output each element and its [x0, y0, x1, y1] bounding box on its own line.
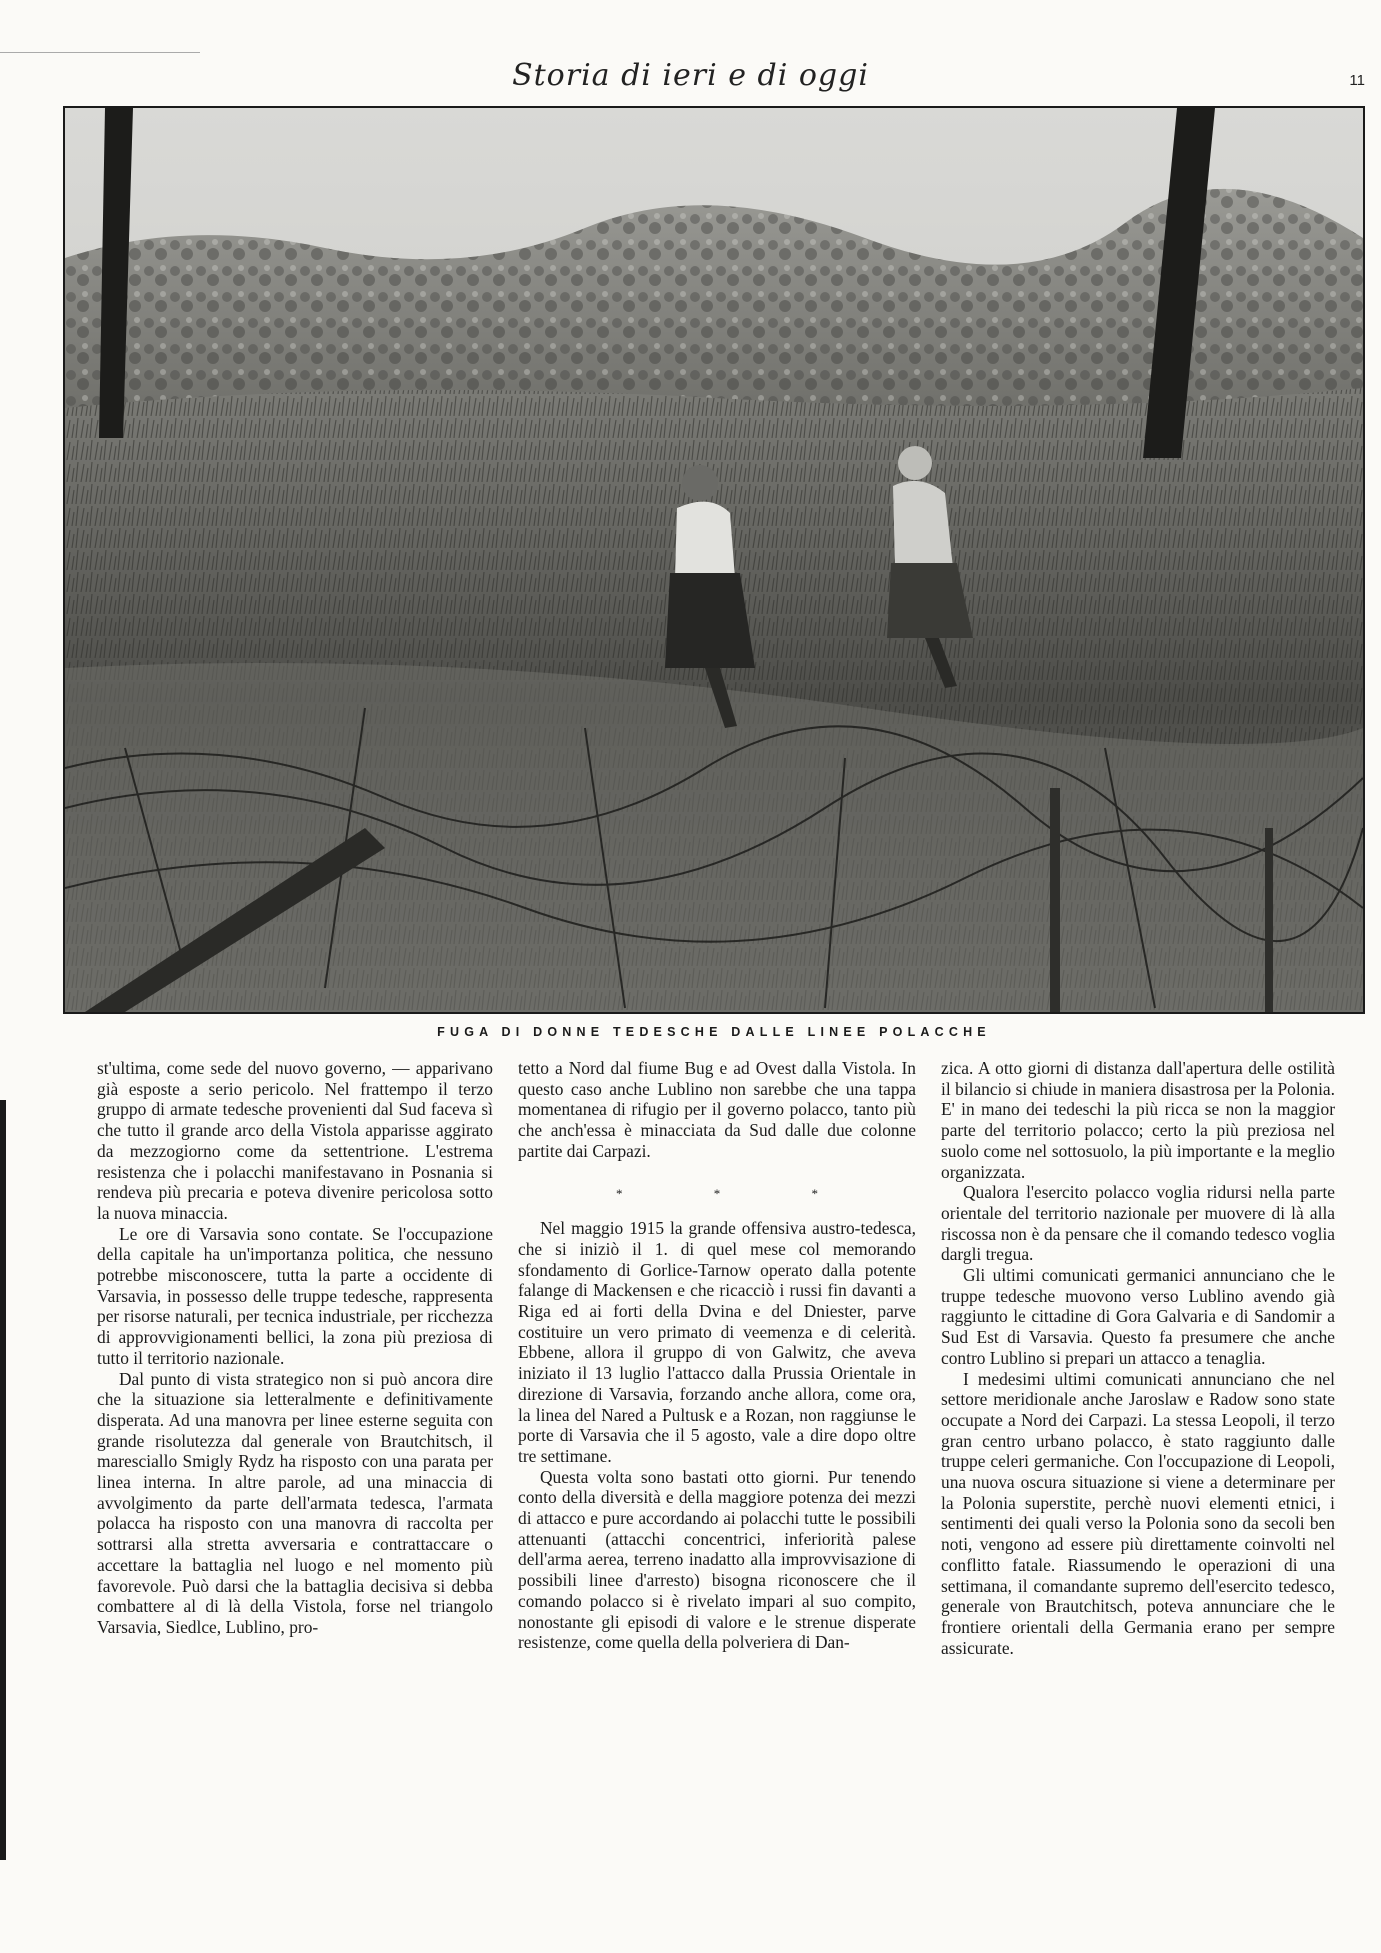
photograph [63, 106, 1365, 1014]
section-break-asterisks: * * * [616, 1185, 862, 1201]
paragraph: Questa volta sono bastati otto giorni. Pur tenendo conto della diversità e della maggiore potenza dei mezzi di attacco e pure accordando ai polacchi tutte le possibili attenuanti (attacchi concentrici, inferiorità palese dell'arma aerea, terreno inadatto alla improvvisazione di possibili linee d'arresto) bisogna riconoscere che il comando polacco si è rivelato impari al suo compito, nonostante gli episodi di valore e le strenue disperate resistenze, come quella della polveriera di Dan- [518, 1466, 916, 1653]
article-column-3 [941, 1058, 1335, 1658]
paragraph: zica. A otto giorni di distanza dall'apertura delle ostilità il bilancio si chiude in maniera disastrosa per la Polonia. E' in mano dei tedeschi la più ricca se non la maggior parte del territorio polacco; certo la più preziosa nel suolo come nel sottosuolo, la più importante e la meglio organizzata. [941, 1058, 1335, 1182]
article-column-2 [518, 1058, 916, 1653]
header-title: Storia di ieri e di oggi [512, 58, 869, 93]
paragraph: Nel maggio 1915 la grande offensiva austro-tedesca, che si iniziò il 1. di quel mese col memorando sfondamento di Gorlice-Tarnow operato dalla potente falange di Mackensen e che ricacciò i russi fin davanti a Riga ed ai forti della Dvina e del Dniester, parve costituire un vero primato di veemenza e di celerità. Ebbene, allora il gruppo di von Galwitz, che aveva iniziato il 13 luglio l'attacco dalla Prussia Orientale in direzione di Varsavia, forzando anche allora, come ora, la linea del Nared a Pultusk e a Rozan, non raggiunse le porte di Varsavia che il 5 agosto, vale a dire dopo oltre tre settimane. [518, 1218, 916, 1466]
paragraph: Le ore di Varsavia sono contate. Se l'occupazione della capitale ha un'importanza politica, che nessuno potrebbe misconoscere, tutta la parte a occidente di Varsavia, in possesso delle truppe tedesche, rappresenta per risorse naturali, per tecnica industriale, per ricchezza di approvvigionamenti bellici, la zona più preziosa di tutto il territorio nazionale. [97, 1223, 493, 1368]
photo-caption: FUGA DI DONNE TEDESCHE DALLE LINEE POLACCHE [437, 1025, 991, 1039]
paragraph: I medesimi ultimi comunicati annunciano che nel settore meridionale anche Jaroslaw e Radow sono state occupate a Nord dei Carpazi. La stessa Leopoli, il terzo gran centro urbano polacco, è stato raggiunto dalle truppe celeri germaniche. Con l'occupazione di Leopoli, una nuova oscura situazione si viene a determinare per la Polonia superstite, perchè nuovi elementi etnici, i sentimenti dei quali verso la Polonia sono da secoli ben noti, vengono ad essere più direttamente coinvolti nel conflitto fatale. Riassumendo le operazioni di una settimana, il comandante supremo dell'esercito tedesco, generale von Brautchitsch, poteva annunciare che le frontiere orientali della Germania erano per sempre assicurate. [941, 1368, 1335, 1658]
paragraph: Dal punto di vista strategico non si può ancora dire che la situazione sia letteralmente e definitivamente disperata. Ad una manovra per linee esterne seguita con grande risolutezza dal generale von Brautchitsch, il maresciallo Smigly Rydz ha risposto con una parata per linea interna. In altre parole, ad una minaccia di avvolgimento da parte dell'armata tedesca, l'armata polacca ha risposto con una manovra di raccolta per sottrarsi alla stretta avversaria e contrattaccare o accettare la battaglia nel luogo e nel momento più favorevole. Può darsi che la battaglia decisiva si debba combattere al di là della Vistola, forse nel triangolo Varsavia, Siedlce, Lublino, pro- [97, 1368, 493, 1637]
paragraph: Qualora l'esercito polacco voglia ridursi nella parte orientale del territorio nazionale per muovere di là alla riscossa non è da pensare che il comando tedesco voglia dargli tregua. [941, 1182, 1335, 1265]
article-column-1 [97, 1058, 493, 1638]
photo-illustration [65, 108, 1363, 1012]
top-edge-rule [0, 52, 200, 53]
page-header [0, 58, 1381, 98]
page-number: 11 [1349, 72, 1365, 89]
paragraph: Gli ultimi comunicati germanici annunciano che le truppe tedesche muovono verso Lublino avendo già raggiunto le cittadine di Gora Galvaria e di Sandomir a Sud Est di Varsavia. Questo fa presumere che anche contro Lublino si prepari un attacco a tenaglia. [941, 1265, 1335, 1368]
binding-edge-mark [0, 1100, 6, 1860]
paragraph: tetto a Nord dal fiume Bug e ad Ovest dalla Vistola. In questo caso anche Lublino non sarebbe che una tappa momentanea di rifugio per il governo polacco, tanto più che anch'essa è minacciata da Sud dalle due colonne partite dai Carpazi. [518, 1058, 916, 1161]
paragraph: st'ultima, come sede del nuovo governo, — apparivano già esposte a serio pericolo. Nel frattempo il terzo gruppo di armate tedesche provenienti dal Sud faceva sì che tutto il grande arco della Vistola apparisse aggirato da mezzogiorno come da settentrione. L'estrema resistenza che i polacchi manifestavano in Posnania si rendeva più precaria e poteva divenire pericolosa sotto la nuova minaccia. [97, 1058, 493, 1223]
article-body [97, 1058, 1335, 1918]
